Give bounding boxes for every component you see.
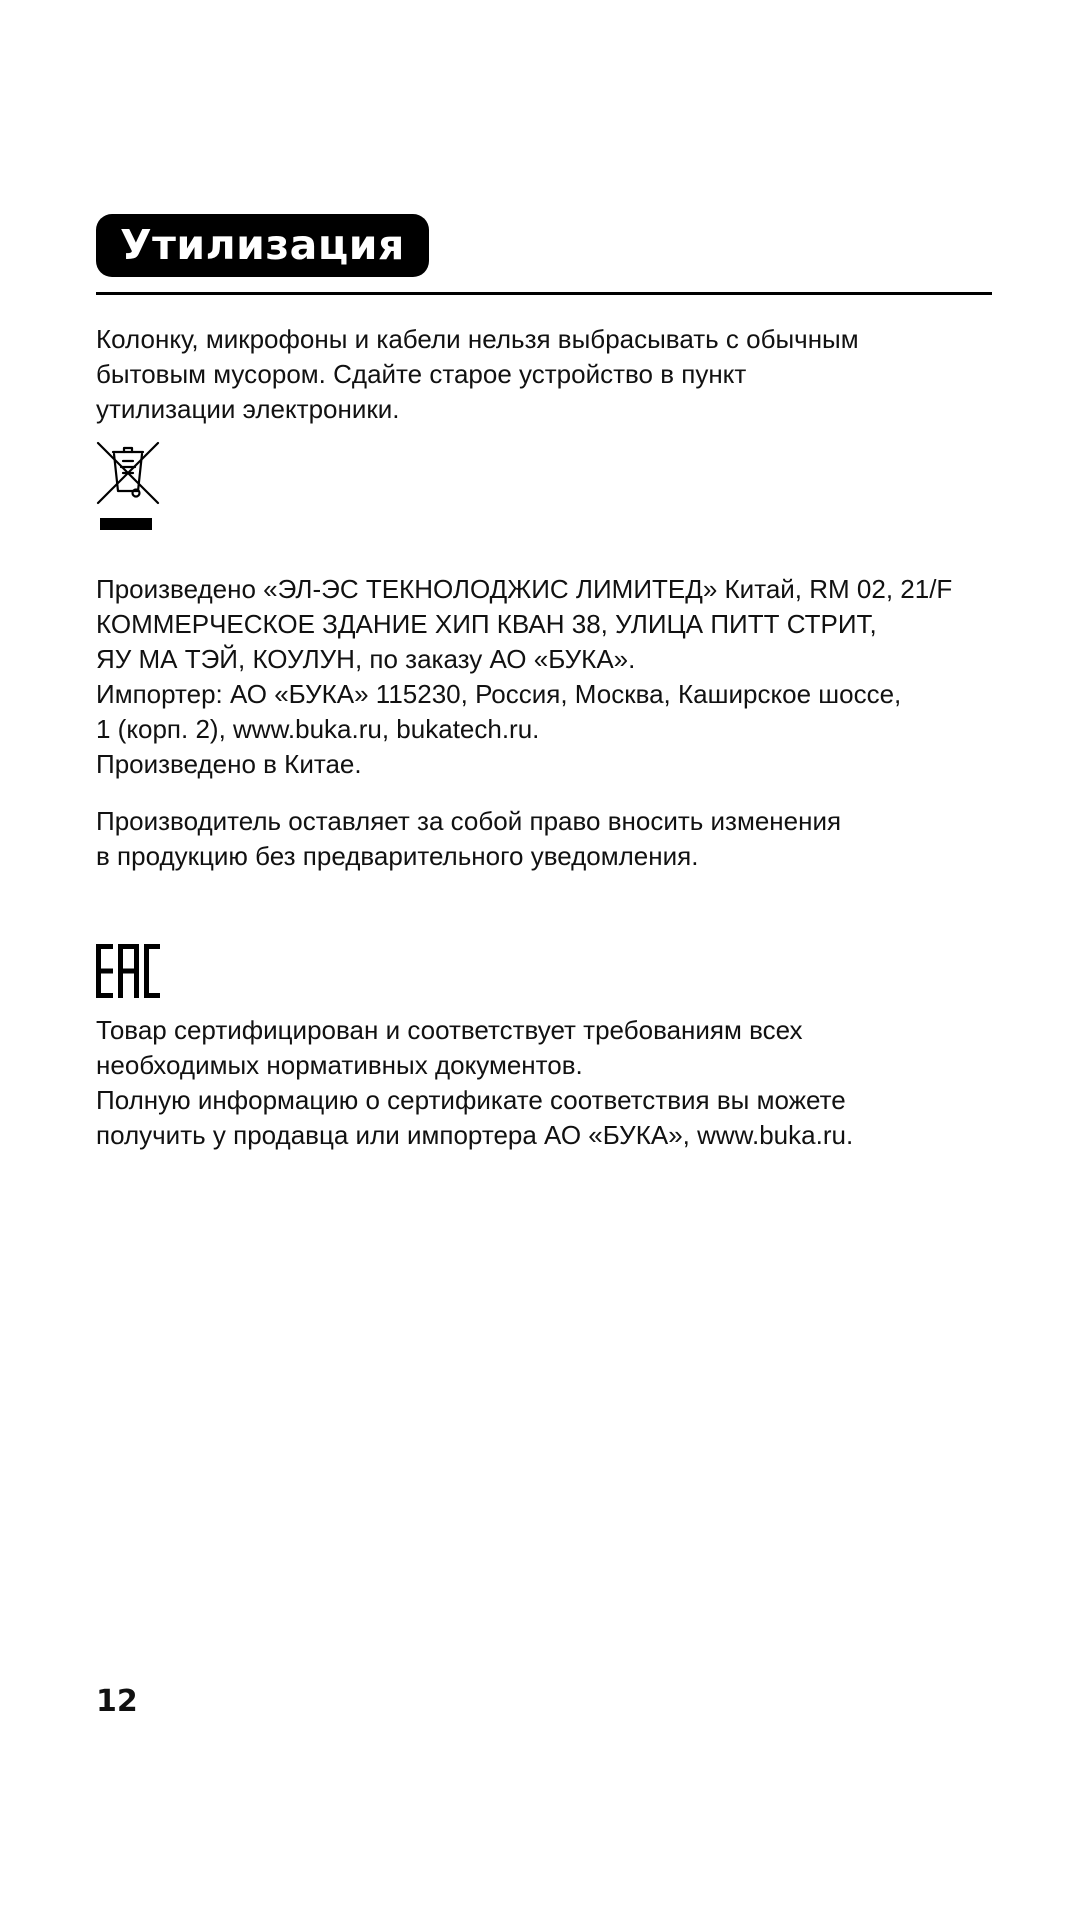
certification-paragraph bbox=[96, 1013, 1006, 1153]
manufacturer-line: КОММЕРЧЕСКОЕ ЗДАНИЕ ХИП КВАН 38, УЛИЦА ПИТТ СТРИТ, bbox=[96, 609, 877, 639]
title-divider bbox=[96, 292, 992, 295]
disposal-line: Колонку, микрофоны и кабели нельзя выбрасывать с обычным bbox=[96, 324, 859, 354]
page-number: 12 bbox=[96, 1684, 138, 1719]
manufacturer-line: Произведено «ЭЛ-ЭС ТЕКНОЛОДЖИС ЛИМИТЕД» Китай, RM 02, 21/F bbox=[96, 574, 953, 604]
manufacturer-paragraph bbox=[96, 572, 1006, 782]
eac-mark-icon bbox=[96, 944, 160, 998]
rights-line: в продукцию без предварительного уведомления. bbox=[96, 841, 699, 871]
crossed-out-wheelie-bin-icon bbox=[96, 441, 160, 533]
disposal-line: бытовым мусором. Сдайте старое устройство в пункт bbox=[96, 359, 747, 389]
origin-line: Произведено в Китае. bbox=[96, 749, 362, 779]
certification-line: получить у продавца или импортера АО «БУКА», www.buka.ru. bbox=[96, 1120, 854, 1150]
rights-line: Производитель оставляет за собой право вносить изменения bbox=[96, 806, 842, 836]
rights-paragraph bbox=[96, 804, 1006, 874]
importer-line: 1 (корп. 2), www.buka.ru, bukatech.ru. bbox=[96, 714, 540, 744]
importer-line: Импортер: АО «БУКА» 115230, Россия, Москва, Каширское шоссе, bbox=[96, 679, 902, 709]
disposal-line: утилизации электроники. bbox=[96, 394, 400, 424]
manufacturer-line: ЯУ МА ТЭЙ, КОУЛУН, по заказу АО «БУКА». bbox=[96, 644, 636, 674]
certification-line: Товар сертифицирован и соответствует требованиям всех bbox=[96, 1015, 803, 1045]
certification-line: Полную информацию о сертификате соответствия вы можете bbox=[96, 1085, 846, 1115]
section-title: Утилизация bbox=[96, 214, 429, 277]
certification-line: необходимых нормативных документов. bbox=[96, 1050, 583, 1080]
disposal-paragraph bbox=[96, 322, 1006, 427]
